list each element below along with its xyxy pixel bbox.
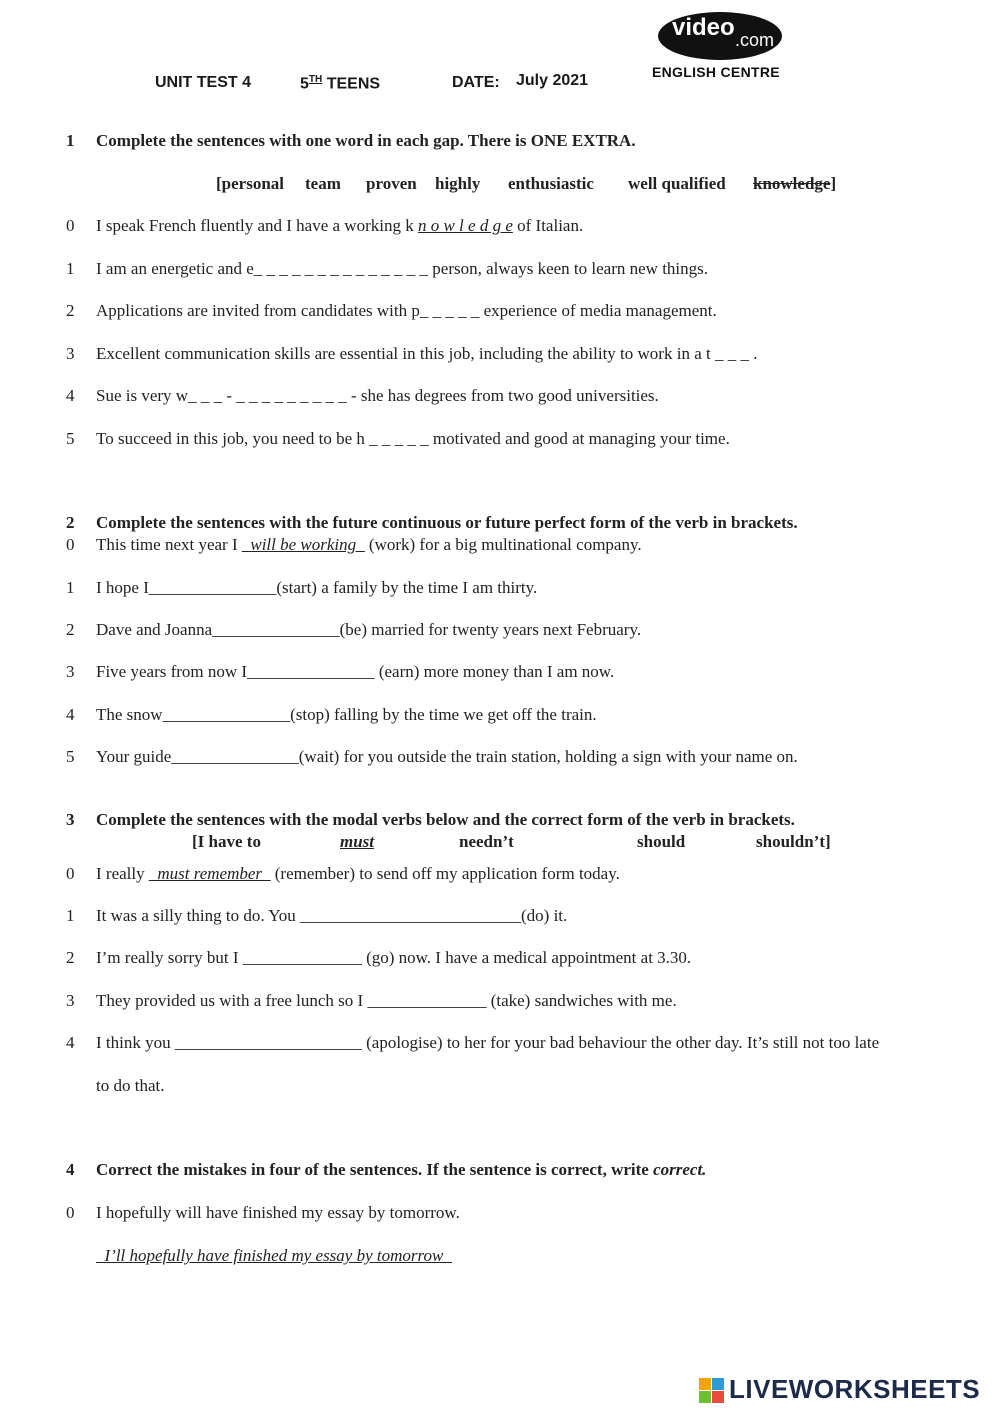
section3-instruction: Complete the sentences with the modal verbs below and the correct form of the verb in brackets. [96,810,795,829]
question-sentence: The snow_______________(stop) falling by the time we get off the train. [96,705,597,724]
section2-instruction: Complete the sentences with the future continuous or future perfect form of the verb in brackets. [96,513,798,532]
example-answer: _will be working_ [241,535,365,554]
word-bank-item: should [637,832,686,851]
item-number: 0 [66,216,75,235]
item-number: 4 [66,705,75,724]
question-sentence: I think you ______________________ (apologise) to her for your bad behaviour the other day. It’s still not too late [96,1033,880,1052]
item-number: 3 [66,344,75,363]
question-sentence: Applications are invited from candidates with p_ _ _ _ _ experience of media management. [96,301,717,320]
logo-centre-text: ENGLISH CENTRE [652,64,780,80]
item-number: 4 [66,386,75,405]
item-number: 1 [66,578,75,597]
item-number: 2 [66,620,75,639]
word-bank-item: highly [435,174,481,193]
word-bank-item: [I have to [192,832,261,851]
question-sentence: To succeed in this job, you need to be h _ _ _ _ _ motivated and good at managing your time. [96,429,730,448]
date-value: July 2021 [516,72,589,89]
example-sentence: I speak French fluently and I have a working k n o w l e d g e of Italian. [96,216,584,235]
logo-com-text: .com [735,30,775,50]
word-bank-item: enthusiastic [508,174,594,193]
question-sentence: Your guide_______________(wait) for you outside the train station, holding a sign with your name on. [96,747,798,766]
item-number: 1 [66,906,75,925]
example-answer: _must remember_ [148,864,271,883]
word-bank-item: shouldn’t] [756,832,831,851]
word-bank-item-used: must [340,832,375,851]
section1-number: 1 [66,131,75,150]
example-answer: _I’ll hopefully have finished my essay by tomorrow_ [96,1246,452,1265]
question-sentence: Dave and Joanna_______________(be) married for twenty years next February. [96,620,642,639]
question-sentence: It was a silly thing to do. You __________________________(do) it. [96,906,568,925]
item-number: 2 [66,948,75,967]
word-bank-item: team [305,174,341,193]
word-bank-item: well qualified [628,174,726,193]
liveworksheets-brand[interactable]: LIVEWORKSHEETS [729,1374,981,1404]
section4-instruction: Correct the mistakes in four of the sentences. If the sentence is correct, write correct. [96,1160,707,1179]
word-bank-item-struck: knowledge] [753,174,837,193]
question-sentence: Sue is very w_ _ _ - _ _ _ _ _ _ _ _ _ - she has degrees from two good universities. [96,386,659,405]
unit-title: UNIT TEST 4 [155,74,252,91]
question-sentence: I hope I_______________(start) a family by the time I am thirty. [96,578,538,597]
item-number: 5 [66,747,75,766]
example-answer: n o w l e d g e [417,216,513,235]
section4-number: 4 [66,1160,75,1179]
item-number: 3 [66,662,75,681]
item-number: 0 [66,1203,75,1222]
item-number: 0 [66,535,75,554]
word-bank-item: needn’t [459,832,514,851]
word-bank-item: [personal [216,174,284,193]
item-number: 4 [66,1033,75,1052]
item-number: 5 [66,429,75,448]
question-sentence: I am an energetic and e_ _ _ _ _ _ _ _ _ _ _ _ _ _ person, always keen to learn new things. [96,259,708,278]
question-sentence: I hopefully will have finished my essay by tomorrow. [96,1203,460,1222]
item-number: 0 [66,864,75,883]
question-sentence: I’m really sorry but I ______________ (go) now. I have a medical appointment at 3.30. [96,948,692,967]
section3-number: 3 [66,810,75,829]
logo-video-text: video [672,14,735,41]
item-number: 2 [66,301,75,320]
question-sentence: Five years from now I_______________ (earn) more money than I am now. [96,662,615,681]
item-number: 3 [66,991,75,1010]
item-number: 1 [66,259,75,278]
word-bank-item: proven [366,174,417,193]
date-label: DATE: [452,74,500,91]
level-label: 5TH TEENS [300,74,381,93]
example-sentence: This time next year I _will be working_ (work) for a big multinational company. [96,535,642,554]
example-sentence: I really _must remember_ (remember) to send off my application form today. [96,864,620,883]
section1-instruction: Complete the sentences with one word in each gap. There is ONE EXTRA. [96,131,636,150]
question-sentence: They provided us with a free lunch so I ______________ (take) sandwiches with me. [96,991,677,1010]
question-sentence: Excellent communication skills are essential in this job, including the ability to work in a t _ _ _ . [96,344,758,363]
liveworksheets-logo-icon [699,1378,725,1404]
section2-number: 2 [66,513,75,532]
question-sentence-continued: to do that. [96,1076,165,1095]
